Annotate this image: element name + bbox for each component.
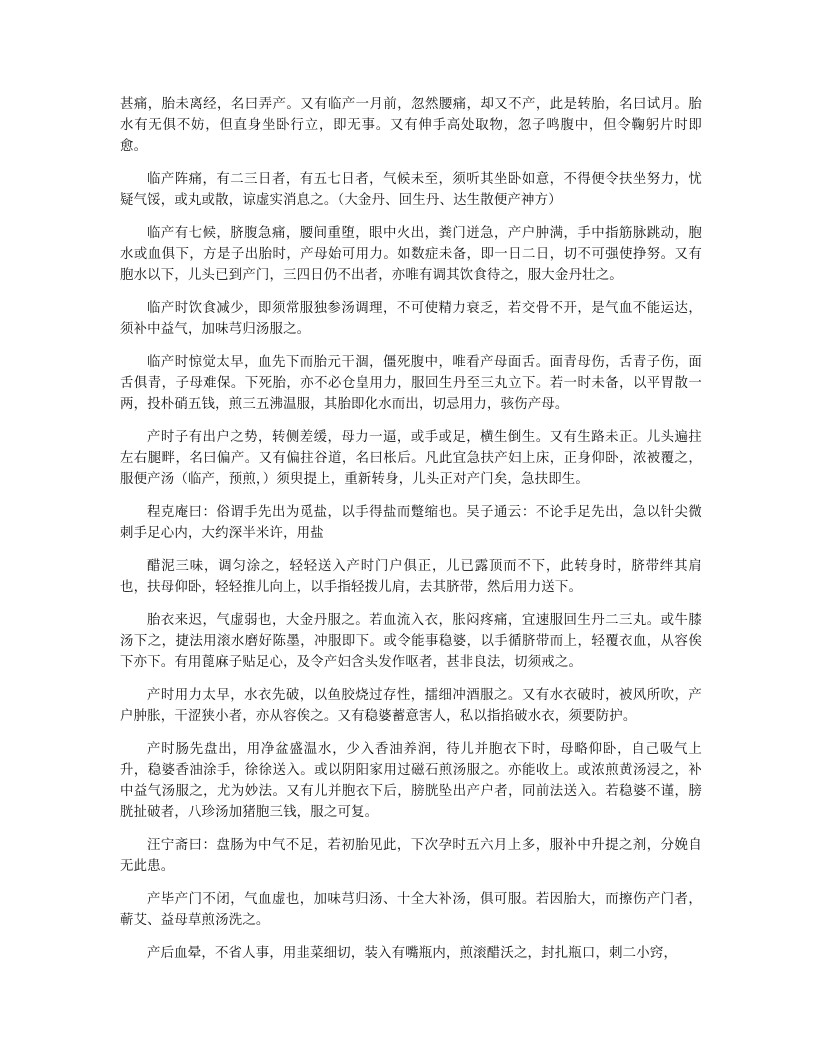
paragraph-5: 临产时惊觉太早，血先下而胎元干涸，僵死腹中，唯看产母面舌。面青母伤，舌青子伤，面舌俱青，子母难保。下死胎，亦不必仓皇用力，服回生丹至三丸立下。若一时未备，以平胃散一两，投朴硝五钱，煎三五沸温服，其胎即化水而出，切忌用力，骇伤产母。 (120, 355, 702, 412)
document-page (120, 94, 702, 976)
paragraph-13: 产毕产门不闭，气血虚也，加味芎归汤、十全大补汤，俱可服。若因胎大，而擦伤产门者，蕲艾、益母草煎汤洗之。 (120, 892, 702, 928)
paragraph-7: 程克庵曰：俗谓手先出为觅盐，以手得盐而蹩缩也。吴子通云：不论手足先出，急以针尖微刺手足心内，大约深半米许，用盐 (120, 505, 702, 541)
paragraph-2: 临产阵痛，有二三日者，有五七日者，气候未至，须听其坐卧如意，不得便令扶坐努力，忧疑气馁，或丸或散，谅虚实消息之。（大金丹、回生丹、达生散便产神方） (120, 172, 702, 208)
paragraph-14: 产后血晕，不省人事，用韭菜细切，装入有嘴瓶内，煎滚醋沃之，封扎瓶口，刺二小窍， (147, 946, 678, 961)
paragraph-8: 醋泥三味，调匀涂之，轻轻送入产时门户俱正，儿已露顶而不下，此转身时，脐带绊其肩也，扶母仰卧，轻轻推儿向上，以手指轻拨儿肩，去其脐带，然后用力送下。 (120, 559, 702, 595)
paragraph-11: 产时肠先盘出，用净盆盛温水，少入香油养润，待儿并胞衣下时，母略仰卧，自己吸气上升，稳婆香油涂手，徐徐送入。或以阴阳家用过磁石煎汤服之。亦能收上。或浓煎黄汤浸之，补中益气汤服之，尤为妙法。又有儿并胞衣下后，膀胱坠出产户者，同前法送入。若稳婆不谨，膀胱扯破者，八珍汤加猪胞三钱，服之可复。 (120, 742, 702, 820)
paragraph-10: 产时用力太早，水衣先破，以鱼胶烧过存性，擂细冲酒服之。又有水衣破时，被风所吹，产户肿胀，干涩狭小者，亦从容俟之。又有稳婆蓄意害人，私以指掐破水衣，须要防护。 (120, 688, 702, 724)
paragraph-9: 胎衣来迟，气虚弱也，大金丹服之。若血流入衣，胀闷疼痛，宜速服回生丹二三丸。或牛膝汤下之，捷法用滚水磨好陈墨，冲服即下。或令能事稳婆，以手循脐带而上，轻覆衣血，从容俟下亦下。有用蓖麻子贴足心，及令产妇含头发作呕者，甚非良法，切须戒之。 (120, 613, 702, 670)
paragraph-3: 临产有七候，脐腹急痛，腰间重堕，眼中火出，粪门迸急，产户肿满，手中指筋脉跳动，胞水或血俱下，方是子出胎时，产母始可用力。如数症未备，即一日二日，切不可强使挣努。又有胞水以下，儿头已到产门，三四日仍不出者，亦唯有调其饮食待之，服大金丹壮之。 (120, 226, 702, 283)
paragraph-4: 临产时饮食减少，即须常服独参汤调理，不可使精力衰乏，若交骨不开，是气血不能运达，须补中益气，加味芎归汤服之。 (120, 301, 702, 337)
paragraph-1: 甚痛，胎未离经，名曰弄产。又有临产一月前，忽然腰痛，却又不产，此是转胎，名曰试月。胎水有无俱不妨，但直身坐卧行立，即无事。又有伸手高处取物，忽子鸣腹中，但令鞠躬片时即愈。 (120, 97, 702, 154)
paragraph-12: 汪宁斋曰：盘肠为中气不足，若初胎见此，下次孕时五六月上多，服补中升提之剂，分娩自无此患。 (120, 838, 702, 874)
paragraph-6: 产时子有出户之势，转侧差缓，母力一逼，或手或足，横生倒生。又有生路未正。儿头遍拄左右腿畔，名曰偏产。又有偏拄谷道，名曰枨后。凡此宜急扶产妇上床，正身仰卧，浓被覆之，服便产汤（临产，预煎，）须臾提上，重新转身，儿头正对产门矣，急扶即生。 (120, 430, 702, 487)
